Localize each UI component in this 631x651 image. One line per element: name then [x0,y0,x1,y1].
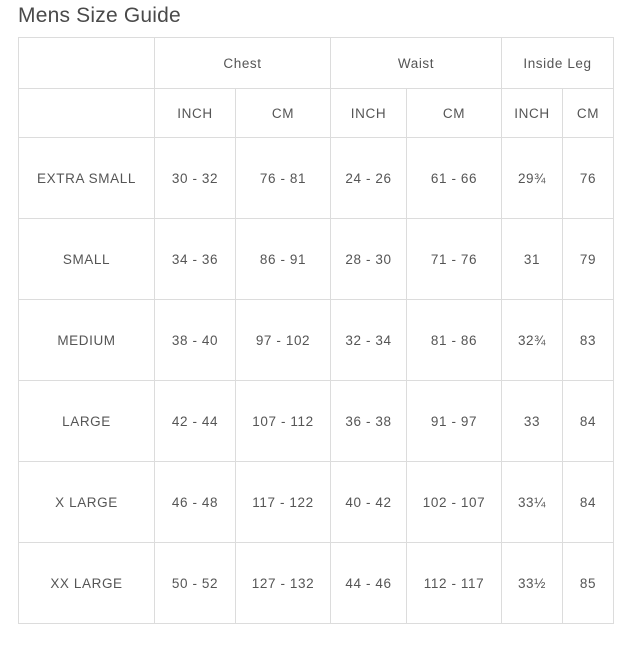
cell-chest-inch: 30 - 32 [155,138,236,219]
table-body [19,138,614,624]
cell-chest-cm: 76 - 81 [236,138,331,219]
page-title: Mens Size Guide [18,4,181,27]
cell-waist-cm: 81 - 86 [407,300,502,381]
unit-header-waist-cm: CM [407,89,502,138]
cell-leg-inch: 31 [502,219,563,300]
group-header-chest: Chest [155,38,331,89]
table-row [19,300,614,381]
row-label: SMALL [19,219,155,300]
table-row [19,462,614,543]
cell-waist-cm: 91 - 97 [407,381,502,462]
cell-leg-cm: 76 [563,138,614,219]
cell-waist-cm: 61 - 66 [407,138,502,219]
cell-chest-inch: 38 - 40 [155,300,236,381]
table-corner-cell-2 [19,89,155,138]
cell-leg-cm: 84 [563,381,614,462]
row-label: XX LARGE [19,543,155,624]
table-row [19,219,614,300]
cell-waist-inch: 28 - 30 [331,219,407,300]
cell-leg-cm: 84 [563,462,614,543]
unit-header-chest-cm: CM [236,89,331,138]
cell-waist-cm: 71 - 76 [407,219,502,300]
row-label: LARGE [19,381,155,462]
cell-waist-cm: 112 - 117 [407,543,502,624]
cell-waist-inch: 36 - 38 [331,381,407,462]
cell-leg-cm: 85 [563,543,614,624]
unit-header-leg-cm: CM [563,89,614,138]
cell-waist-cm: 102 - 107 [407,462,502,543]
cell-leg-inch: 33½ [502,543,563,624]
group-header-waist: Waist [331,38,502,89]
table-row [19,138,614,219]
cell-chest-cm: 127 - 132 [236,543,331,624]
cell-leg-cm: 83 [563,300,614,381]
cell-chest-inch: 34 - 36 [155,219,236,300]
unit-header-chest-inch: INCH [155,89,236,138]
cell-leg-cm: 79 [563,219,614,300]
row-label: MEDIUM [19,300,155,381]
cell-chest-inch: 42 - 44 [155,381,236,462]
row-label: EXTRA SMALL [19,138,155,219]
unit-header-waist-inch: INCH [331,89,407,138]
unit-header-row [19,89,614,138]
cell-waist-inch: 24 - 26 [331,138,407,219]
cell-chest-cm: 97 - 102 [236,300,331,381]
cell-chest-cm: 107 - 112 [236,381,331,462]
cell-chest-cm: 86 - 91 [236,219,331,300]
cell-waist-inch: 44 - 46 [331,543,407,624]
cell-leg-inch: 33 [502,381,563,462]
unit-header-leg-inch: INCH [502,89,563,138]
table-row [19,381,614,462]
cell-waist-inch: 32 - 34 [331,300,407,381]
size-guide-table [18,37,614,624]
table-row [19,543,614,624]
cell-leg-inch: 32¾ [502,300,563,381]
table-header [19,38,614,138]
group-header-inside-leg: Inside Leg [502,38,614,89]
row-label: X LARGE [19,462,155,543]
cell-leg-inch: 33¼ [502,462,563,543]
cell-waist-inch: 40 - 42 [331,462,407,543]
cell-chest-cm: 117 - 122 [236,462,331,543]
table-corner-cell [19,38,155,89]
cell-chest-inch: 46 - 48 [155,462,236,543]
cell-leg-inch: 29¾ [502,138,563,219]
group-header-row [19,38,614,89]
cell-chest-inch: 50 - 52 [155,543,236,624]
